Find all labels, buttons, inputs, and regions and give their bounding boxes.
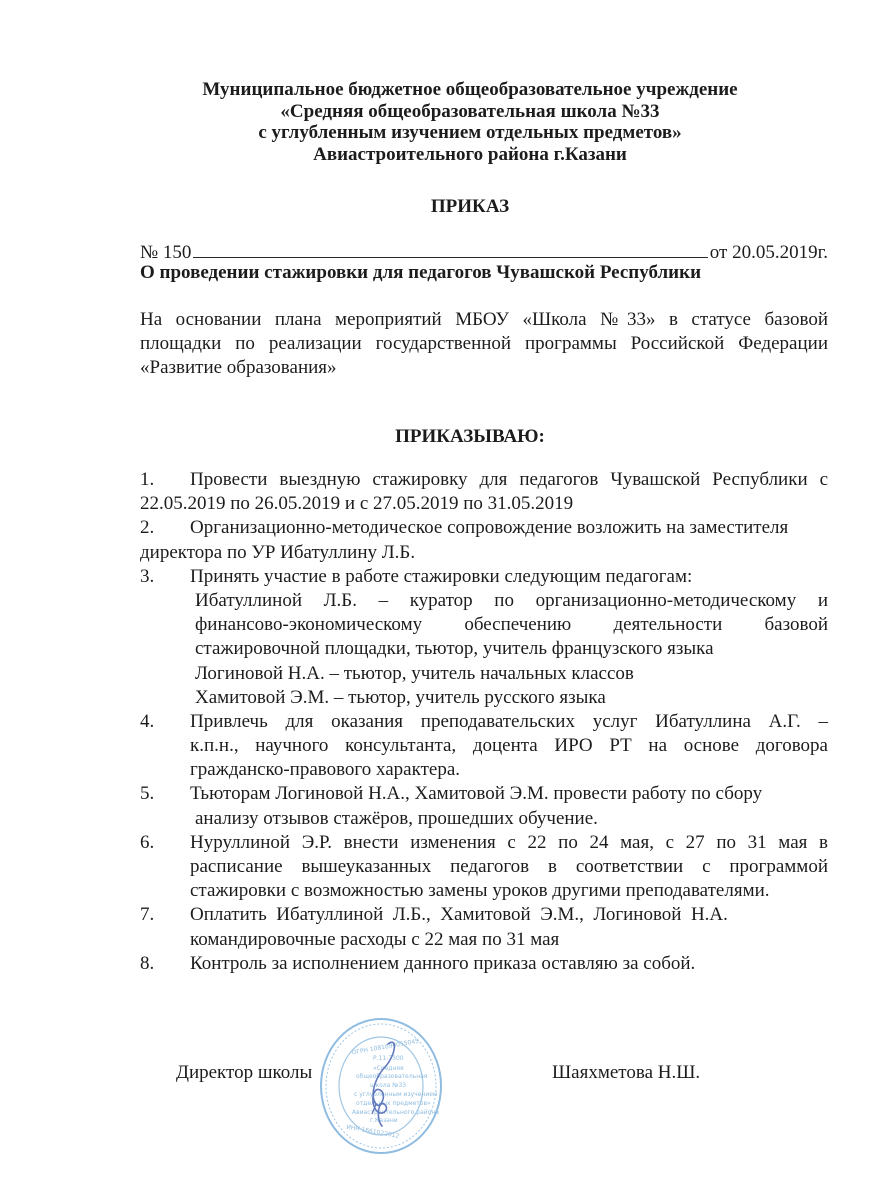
order-number: № 150 xyxy=(140,242,192,263)
order-date: от 20.05.2019г. xyxy=(709,242,828,263)
item-line: к.п.н., научного консультанта, доцента ИРО РТ на основе договора xyxy=(190,735,828,757)
svg-text:ОГРН 1081690055045: ОГРН 1081690055045 xyxy=(351,1037,420,1057)
item-line xyxy=(140,468,828,492)
item-subline: финансово-экономическому обеспечению деятельности базовой xyxy=(195,614,828,636)
basis-line: «Развитие образования» xyxy=(140,357,337,378)
org-line: Авиастроительного района г.Казани xyxy=(313,143,627,165)
item-line: анализу отзывов стажёров, прошедших обучение. xyxy=(195,807,598,829)
item-line xyxy=(140,710,828,734)
org-line: «Средняя общеобразовательная школа №33 xyxy=(280,100,660,122)
item-line xyxy=(140,516,828,540)
item-subline: стажировочной площадки, тьютор, учитель французского языка xyxy=(195,638,714,660)
item-text: Привлечь для оказания преподавательских услуг Ибатуллина А.Г. – xyxy=(190,710,828,732)
item-line xyxy=(140,782,828,806)
svg-text:отдельных предметов»: отдельных предметов» xyxy=(356,1100,431,1107)
item-text: Провести выездную стажировку для педагогов Чувашской Республики с xyxy=(190,469,828,490)
item-text: Нуруллиной Э.Р. внести изменения с 22 по 24 мая, с 27 по 31 мая в xyxy=(190,831,828,853)
item-number: 6. xyxy=(140,831,155,853)
document-title: ПРИКАЗ xyxy=(430,196,510,217)
official-stamp-icon xyxy=(318,1016,444,1156)
order-subject: О проведении стажировки для педагогов Чувашской Республики xyxy=(140,262,702,283)
basis-paragraph xyxy=(140,308,828,380)
item-number: 8. xyxy=(140,952,155,974)
org-line: Муниципальное бюджетное общеобразовательное учреждение xyxy=(202,79,738,100)
svg-text:с углубленным изучением: с углубленным изучением xyxy=(354,1091,438,1098)
basis-line: На основании плана мероприятий МБОУ «Школа №33» в статусе базовой xyxy=(140,309,828,330)
item-line: командировочные расходы с 22 мая по 31 мая xyxy=(190,928,560,950)
item-subline: Логиновой Н.А. – тьютор, учитель начальных классов xyxy=(195,662,634,684)
svg-text:общеобразовательная: общеобразовательная xyxy=(356,1073,428,1080)
item-line xyxy=(140,903,828,927)
order-item-3 xyxy=(140,565,828,710)
signature-position: Директор школы xyxy=(176,1062,313,1083)
order-item-1 xyxy=(140,468,828,516)
order-item-4 xyxy=(140,710,828,783)
svg-text:г.Казани: г.Казани xyxy=(370,1117,398,1124)
item-text: Оплатить Ибатуллиной Л.Б., Хамитовой Э.М., Логиновой Н.А. xyxy=(190,904,728,926)
item-number: 2. xyxy=(140,517,155,539)
order-item-2 xyxy=(140,516,828,564)
item-text: Контроль за исполнением данного приказа оставляю за собой. xyxy=(190,952,696,974)
order-item-6 xyxy=(140,831,828,904)
svg-text:«Средняя: «Средняя xyxy=(373,1065,404,1072)
item-subline: Ибатуллиной Л.Б. – куратор по организационно-методическому и xyxy=(195,589,828,611)
org-line: с углубленным изучением отдельных предметов» xyxy=(258,122,682,143)
item-number: 1. xyxy=(140,469,155,490)
order-heading: ПРИКАЗЫВАЮ: xyxy=(395,426,545,447)
item-text: Тьюторам Логиновой Н.А., Хамитовой Э.М. провести работу по сбору xyxy=(190,783,763,805)
item-text: Принять участие в работе стажировки следующим педагогам: xyxy=(190,565,693,587)
item-number: 7. xyxy=(140,904,155,926)
item-line xyxy=(140,831,828,855)
item-line: расписание вышеуказанных педагогов в соответствии с программой xyxy=(190,856,828,877)
item-line: директора по УР Ибатуллину Л.Б. xyxy=(140,541,416,563)
order-item-7 xyxy=(140,903,828,951)
item-text: Организационно-методическое сопровождение возложить на заместителя xyxy=(190,517,789,539)
signature-name: Шаяхметова Н.Ш. xyxy=(552,1062,701,1083)
svg-text:Авиастроительного района: Авиастроительного района xyxy=(352,1109,439,1116)
order-number-line xyxy=(140,240,828,264)
order-item-8 xyxy=(140,952,828,976)
item-line: стажировки с возможностью замены уроков другими преподавателями. xyxy=(190,880,770,902)
item-line xyxy=(140,565,828,589)
svg-text:ИНН 1661022012: ИНН 1661022012 xyxy=(345,1123,400,1140)
svg-text:Р.11-7300: Р.11-7300 xyxy=(373,1055,404,1062)
svg-text:школа №33: школа №33 xyxy=(370,1082,407,1089)
item-number: 4. xyxy=(140,710,155,732)
order-items-list xyxy=(140,468,828,976)
order-item-5 xyxy=(140,782,828,830)
item-subline: Хамитовой Э.М. – тьютор, учитель русского языка xyxy=(195,686,606,708)
item-number: 5. xyxy=(140,783,155,805)
item-line: 22.05.2019 по 26.05.2019 и с 27.05.2019 по 31.05.2019 xyxy=(140,493,574,515)
organization-header xyxy=(140,79,800,165)
number-underline xyxy=(193,240,707,258)
item-line xyxy=(140,952,828,976)
item-line: гражданско-правового характера. xyxy=(190,759,461,781)
basis-line: площадки по реализации государственной программы Российской Федерации xyxy=(140,333,828,354)
item-number: 3. xyxy=(140,565,155,587)
